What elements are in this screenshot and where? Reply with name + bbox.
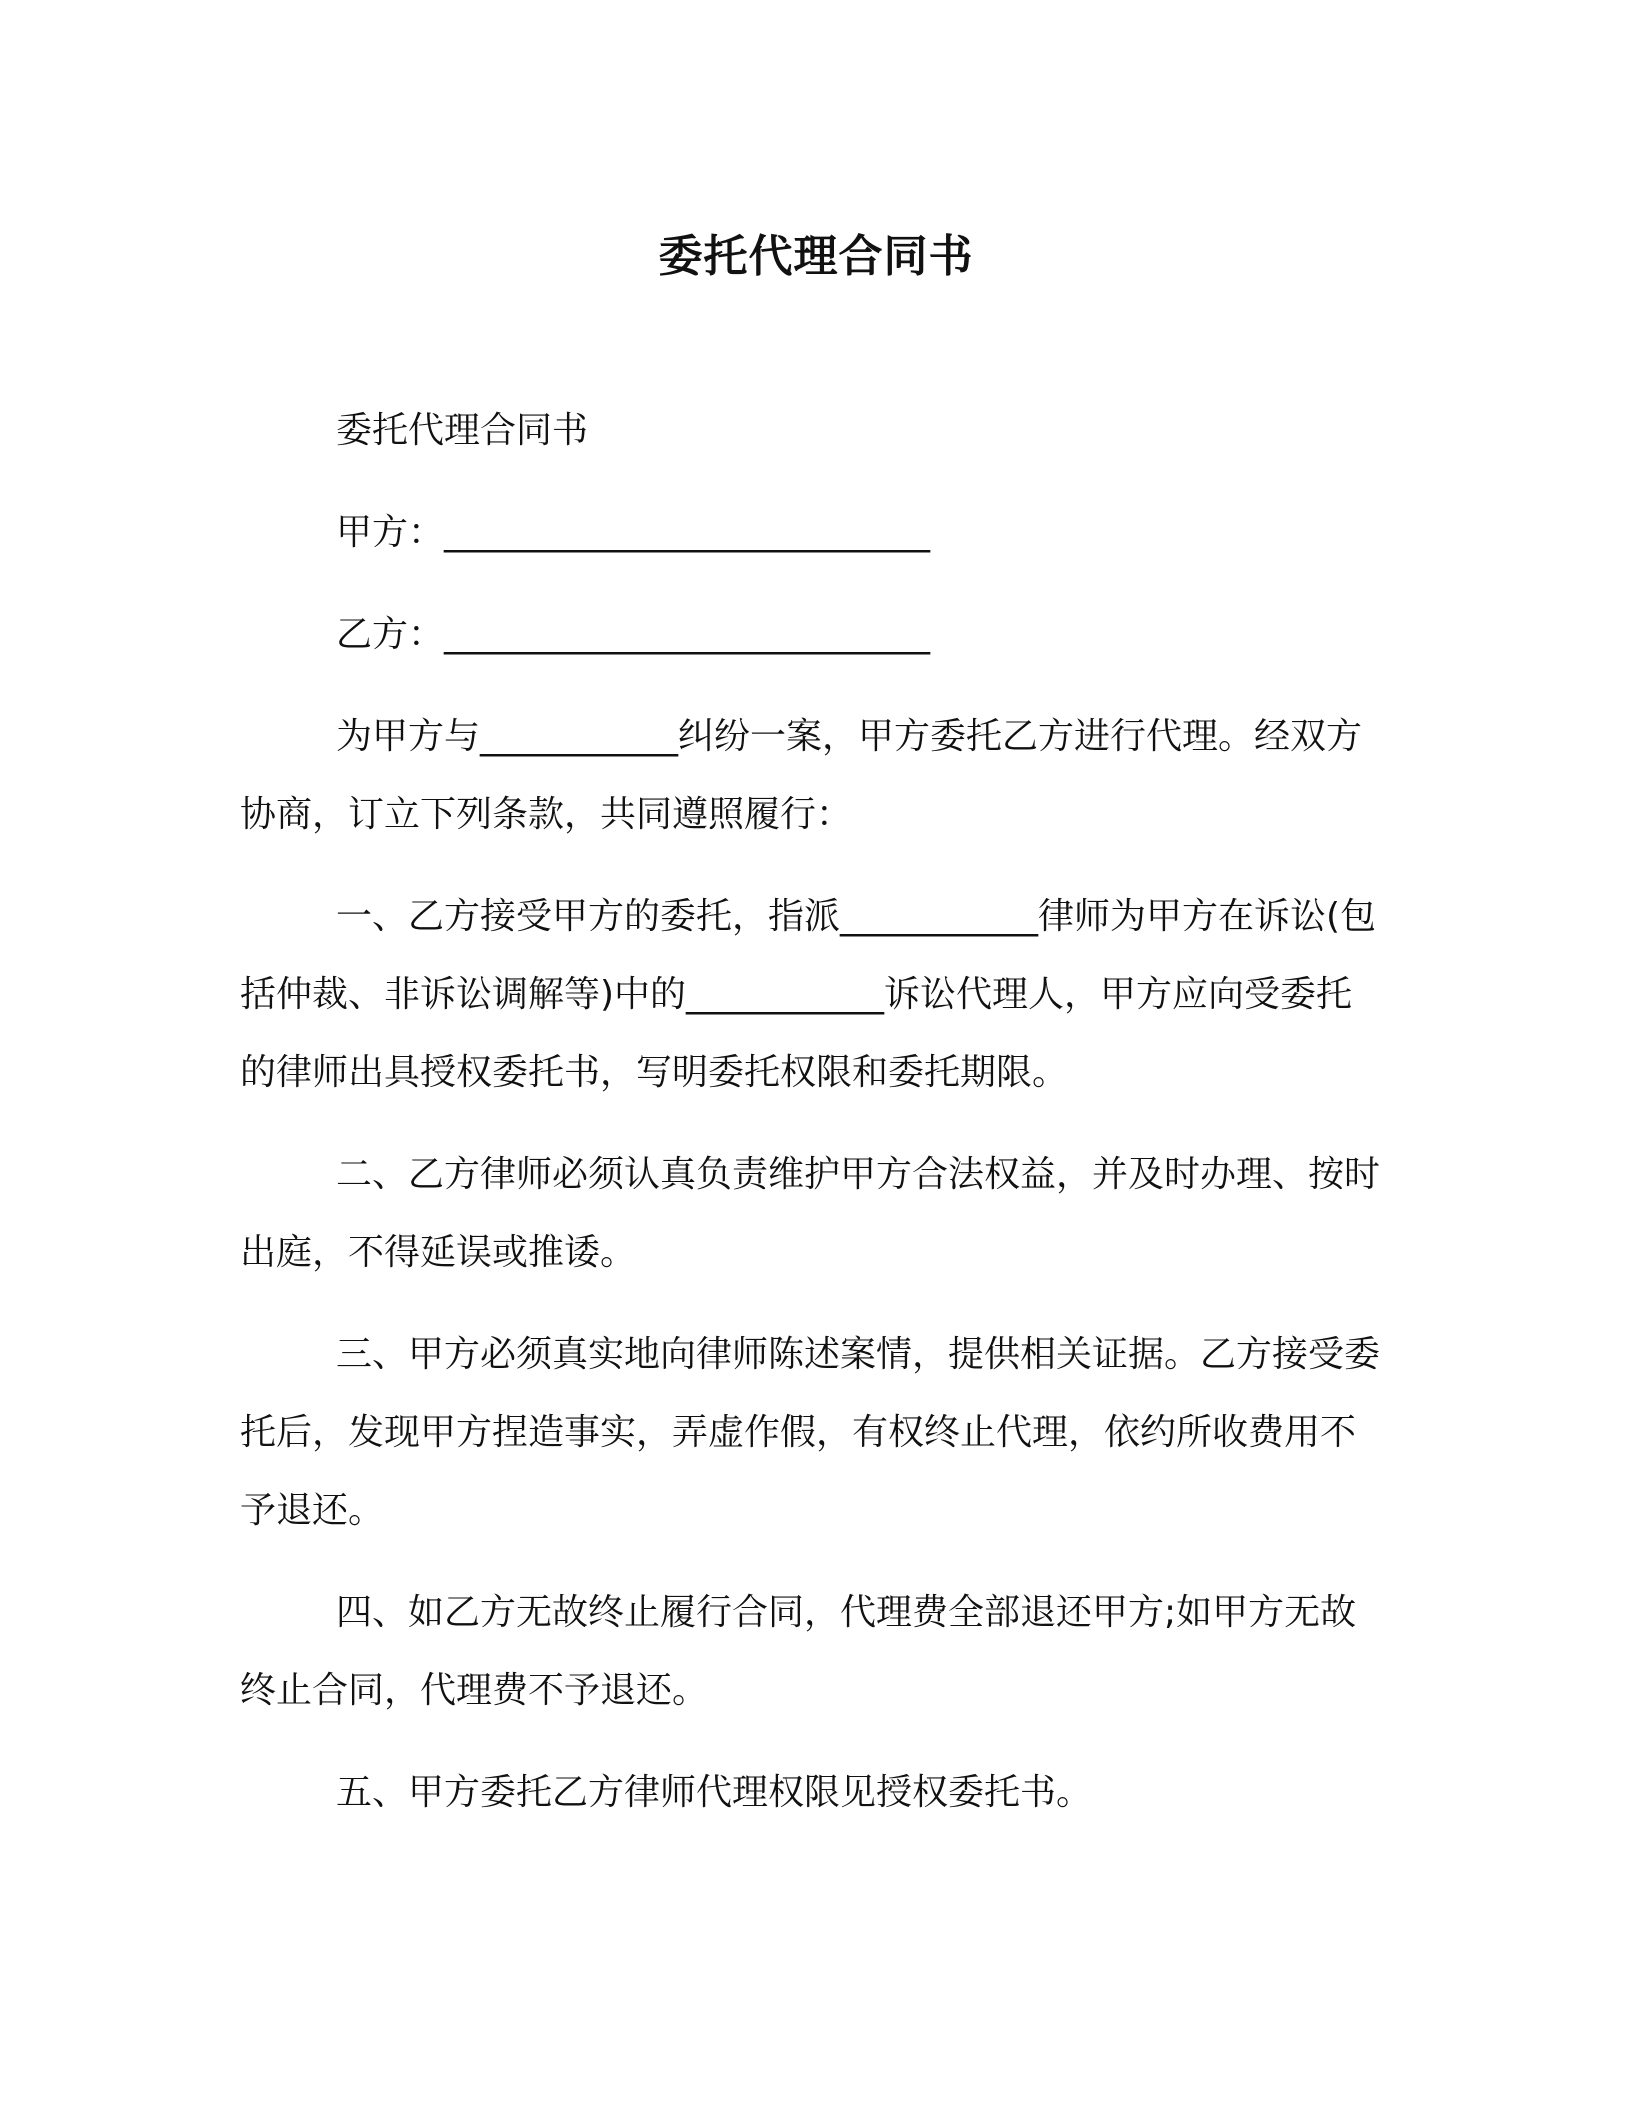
intro-paragraph: 为甲方与___________纠纷一案，甲方委托乙方进行代理。经双方协商，订立下列条款，共同遵照履行：: [240, 716, 1363, 835]
clause-2: 二、乙方律师必须认真负责维护甲方合法权益，并及时办理、按时出庭，不得延误或推诿。: [240, 1154, 1381, 1273]
document-body: [240, 392, 1380, 1832]
party-a-line: 甲方：___________________________: [336, 512, 931, 553]
clause-4: 四、如乙方无故终止履行合同，代理费全部退还甲方;如甲方无故终止合同，代理费不予退还。: [240, 1592, 1357, 1711]
document-title: 委托代理合同书: [658, 231, 974, 282]
clause-5: 五、甲方委托乙方律师代理权限见授权委托书。: [336, 1772, 1093, 1813]
clause-1: 一、乙方接受甲方的委托，指派___________律师为甲方在诉讼(包括仲裁、非诉讼调解等)中的___________诉讼代理人，甲方应向受委托的律师出具授权委托书，写明委托权限和委托期限。: [240, 896, 1377, 1093]
party-b-line: 乙方：___________________________: [336, 614, 931, 655]
clause-3: 三、甲方必须真实地向律师陈述案情，提供相关证据。乙方接受委托后，发现甲方捏造事实，弄虚作假，有权终止代理，依约所收费用不予退还。: [240, 1334, 1381, 1531]
document-subtitle: 委托代理合同书: [336, 410, 589, 451]
